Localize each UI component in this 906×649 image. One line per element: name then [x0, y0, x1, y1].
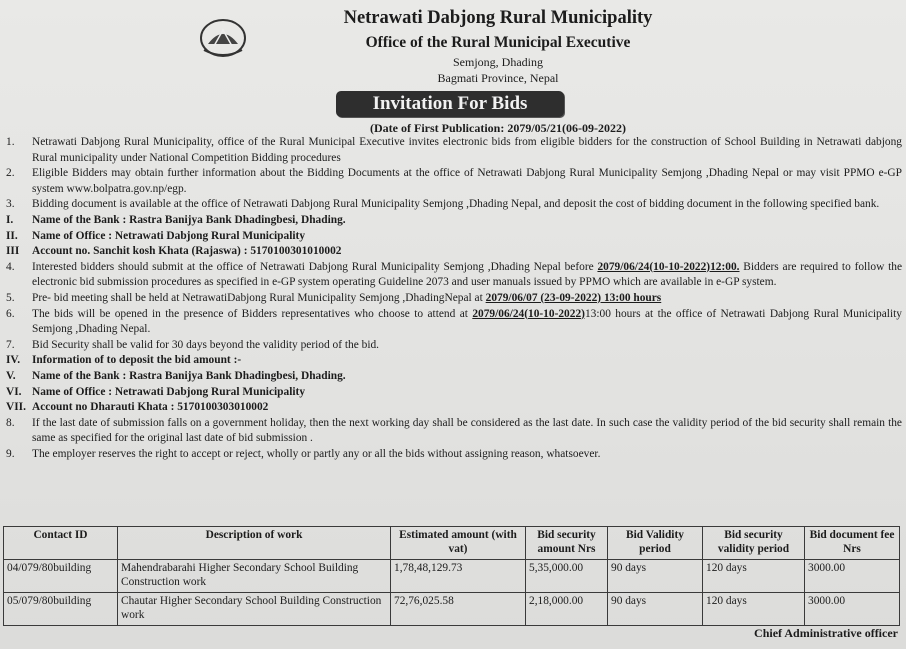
item-text: Account no Dharauti Khata : 5170100303010002: [32, 401, 269, 414]
list-item: [6, 400, 902, 416]
item-date-emphasis: 2079/06/07 (23-09-2022) 13:00 hours: [485, 291, 662, 304]
list-item: [6, 260, 902, 291]
item-number: 2.: [6, 167, 15, 180]
item-number: 8.: [6, 416, 15, 429]
list-item: [6, 244, 902, 260]
item-text: Name of Office : Netrawati Dabjong Rural Municipality: [32, 229, 306, 242]
col-description: Description of work: [118, 527, 391, 560]
cell-security-validity: 120 days: [703, 560, 805, 593]
cell-estimated-amount: 1,78,48,129.73: [391, 560, 526, 593]
item-text: Name of the Bank : Rastra Banijya Bank Dhadingbesi, Dhading.: [32, 213, 346, 226]
address-line-2: Bagmati Province, Nepal: [437, 71, 559, 85]
col-contact-id: Contact ID: [4, 527, 118, 560]
item-number: III: [6, 245, 20, 258]
item-text-part: Bidders are required to follow the electronic bid submission procedures as specified in e-GP system operating Guideline 2073 and user manuals issued by PPMO which are available in e-GP system.: [32, 260, 903, 289]
item-text-part: Pre- bid meeting shall be held at NetrawatiDabjong Rural Municipality Semjong ,DhadingNepal at: [32, 291, 486, 304]
item-text: Eligible Bidders may obtain further information about the Bidding Documents at the office of Netrawati Dabjong Rural Municipality Semjong ,Dhading Nepal or may visit PPMO e-GP system www.bolpatra.gov.np/egp.: [32, 167, 902, 195]
item-text-part: The bids will be opened in the presence of Bidders representatives who choose to attend at: [32, 307, 473, 320]
item-number: 6.: [6, 307, 15, 320]
municipality-title: Netrawati Dabjong Rural Municipality: [343, 8, 653, 28]
item-number: V.: [6, 369, 16, 382]
item-text: Name of Office : Netrawati Dabjong Rural Municipality: [32, 385, 306, 398]
bids-table: [3, 526, 900, 626]
list-item: [6, 166, 902, 197]
item-number: 5.: [6, 291, 15, 304]
item-number: 9.: [6, 447, 15, 460]
list-item: [6, 135, 902, 166]
item-number: 1.: [6, 136, 15, 148]
item-text: Account no. Sanchit kosh Khata (Rajaswa) : 5170100301010002: [32, 245, 342, 258]
item-text: Netrawati Dabjong Rural Municipality, office of the Rural Municipal Executive invites electronic bids from eligible bidders for the construction of School Building in Netrawati dabjong Rural municipality under National Competition Bidding procedures: [32, 136, 902, 164]
notice-banner: Invitation For Bids: [336, 91, 564, 117]
col-doc-fee: Bid document fee Nrs: [805, 527, 900, 560]
cell-bid-security: 5,35,000.00: [526, 560, 608, 593]
address-line-1: Semjong, Dhading: [453, 55, 543, 69]
item-text: [32, 291, 902, 307]
item-number: 4.: [6, 260, 15, 273]
item-number: 3.: [6, 198, 15, 211]
signature-title: Chief Administrative officer: [754, 626, 898, 640]
item-date-emphasis: 2079/06/24(10-10-2022): [472, 307, 585, 320]
cell-doc-fee: 3000.00: [805, 560, 900, 593]
item-number: II.: [6, 229, 18, 242]
item-text: The employer reserves the right to accept or reject, wholly or partly any or all the bids without assigning reason, whatsoever.: [32, 447, 601, 460]
item-number: VI.: [6, 385, 22, 398]
cell-contact-id: 05/079/80building: [4, 593, 118, 626]
cell-contact-id: 04/079/80building: [4, 560, 118, 593]
table-row: [4, 560, 900, 593]
list-item: [6, 338, 902, 354]
list-item: [6, 307, 902, 338]
col-security-validity: Bid security validity period: [703, 527, 805, 560]
cell-security-validity: 120 days: [703, 593, 805, 626]
cell-estimated-amount: 72,76,025.58: [391, 593, 526, 626]
cell-bid-security: 2,18,000.00: [526, 593, 608, 626]
item-text: Bidding document is available at the office of Netrawati Dabjong Rural Municipality Semjong ,Dhading Nepal, and deposit the cost of bidding document in the following specified bank.: [32, 198, 880, 211]
cell-description: Chautar Higher Secondary School Building Construction work: [118, 593, 391, 626]
cell-description: Mahendrabarahi Higher Secondary School Building Construction work: [118, 560, 391, 593]
list-item: [6, 213, 902, 229]
item-number: VII.: [6, 401, 26, 414]
list-item: [6, 385, 902, 401]
col-estimated-amount: Estimated amount (with vat): [391, 527, 526, 560]
item-text: [32, 307, 902, 338]
office-title: Office of the Rural Municipal Executive: [365, 34, 631, 51]
item-text: [32, 260, 902, 291]
list-item: [6, 447, 902, 463]
item-text: Bid Security shall be valid for 30 days beyond the validity period of the bid.: [32, 338, 380, 351]
cell-bid-validity: 90 days: [608, 593, 703, 626]
item-text: Name of the Bank : Rastra Banijya Bank Dhadingbesi, Dhading.: [32, 369, 346, 382]
list-item: [6, 416, 902, 447]
item-number: I.: [6, 213, 14, 226]
item-text: If the last date of submission falls on a government holiday, then the next working day shall be considered as the last date. In such case the validity period of the bid security shall remain the same as specified for the original last date of bid submission .: [32, 416, 902, 445]
cell-bid-validity: 90 days: [608, 560, 703, 593]
col-bid-security: Bid security amount Nrs: [526, 527, 608, 560]
item-text: Information of to deposit the bid amount :-: [32, 354, 242, 367]
item-number: IV.: [6, 354, 21, 367]
table-header-row: [4, 527, 900, 560]
publication-date: (Date of First Publication: 2079/05/21(06-09-2022): [370, 121, 626, 135]
item-date-emphasis: 2079/06/24(10-10-2022)12:00.: [597, 260, 740, 273]
item-number: 7.: [6, 338, 15, 351]
cell-doc-fee: 3000.00: [805, 593, 900, 626]
notice-items: [6, 135, 902, 462]
list-item: [6, 353, 902, 369]
col-bid-validity: Bid Validity period: [608, 527, 703, 560]
item-text-part: 13:00 hours at the office of Netrawati Dabjong Rural Municipality Semjong ,Dhading Nepal.: [32, 307, 902, 336]
list-item: [6, 369, 902, 385]
table-row: [4, 593, 900, 626]
list-item: [6, 291, 902, 307]
list-item: [6, 197, 902, 213]
list-item: [6, 229, 902, 245]
item-text-part: Interested bidders should submit at the office of Netrawati Dabjong Rural Municipality Semjong ,Dhading Nepal before: [32, 260, 598, 273]
